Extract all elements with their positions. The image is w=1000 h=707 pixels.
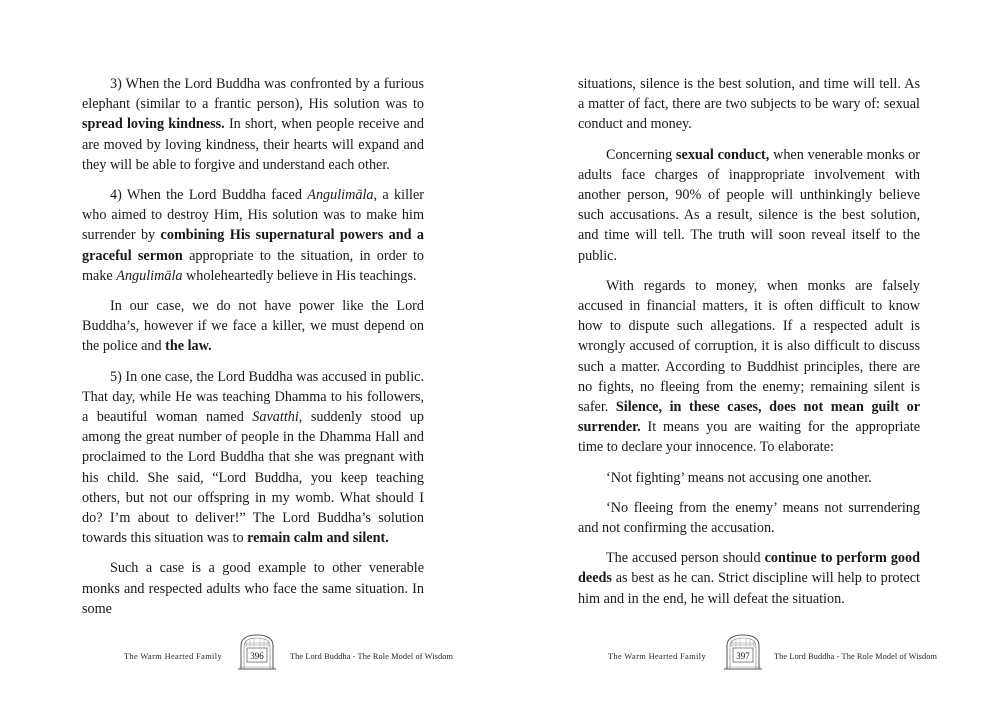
paragraph xyxy=(82,74,424,175)
text-run: With regards to money, when monks are falsely accused in financial matters, it is often difficult to know how to dispute such allegations. If a respected adult is wrongly accused of corruption, it is also difficult to discuss such a matter. According to Buddhist principles, there are no fights, no fleeing from the enemy; remaining silent is safer. xyxy=(578,277,920,416)
text-run: as best as he can. Strict discipline will help to protect him and in the end, he will defeat the situation. xyxy=(578,570,920,607)
book-title: The Warm Hearted Family xyxy=(608,652,707,661)
text-run: It means you are waiting for the appropriate time to declare your innocence. To elaborate: xyxy=(578,419,920,456)
chapter-title: The Lord Buddha - The Role Model of Wisdom xyxy=(774,652,938,661)
text-run: Concerning xyxy=(606,146,676,163)
bold-text: sexual conduct, xyxy=(676,146,770,163)
page-footer xyxy=(0,632,500,672)
text-run: situations, silence is the best solution, and time will tell. As a matter of fact, there are two subjects to be wary of: sexual conduct and money. xyxy=(578,76,920,133)
bold-text: spread loving kindness. xyxy=(82,116,225,133)
text-run: In our case, we do not have power like the Lord Buddha’s, however if we face a killer, we must depend on the police and xyxy=(82,298,424,355)
italic-text: Angulimāla xyxy=(307,187,374,204)
paragraph xyxy=(578,74,920,135)
text-run: ‘No fleeing from the enemy’ means not surrendering and not confirming the accusation. xyxy=(578,499,920,537)
page-footer xyxy=(500,632,1000,672)
paragraph xyxy=(82,296,424,357)
page-number: 396 xyxy=(250,651,264,661)
text-run: , a killer who aimed to destroy Him, His solution was to make him surrender by xyxy=(82,187,424,244)
text-run: The accused person should xyxy=(606,550,765,567)
paragraph xyxy=(578,145,920,266)
bold-text: remain calm and silent. xyxy=(247,530,389,547)
text-run: ‘Not fighting’ means not accusing one another. xyxy=(606,469,872,486)
paragraph xyxy=(578,468,920,488)
text-run: 5) In one case, the Lord Buddha was accused in public. That day, while He was teaching Dhamma to his followers, a beautiful woman named xyxy=(82,368,424,426)
page-number-badge xyxy=(236,632,278,670)
chapter-title: The Lord Buddha - The Role Model of Wisdom xyxy=(290,652,454,661)
paragraph xyxy=(82,367,424,549)
text-run: In short, when people receive and are moved by loving kindness, their hearts will expand and they will be able to forgive and understand each other. xyxy=(82,116,424,173)
right-page-body xyxy=(578,74,920,619)
paragraph xyxy=(82,558,424,619)
page-number: 397 xyxy=(736,651,750,661)
right-page xyxy=(500,0,1000,707)
paragraph xyxy=(578,498,920,538)
text-run: 4) When the Lord Buddha faced xyxy=(110,187,308,204)
bold-text: combining His supernatural powers and a graceful sermon xyxy=(82,227,424,264)
text-run: , suddenly stood up among the great number of people in the Dhamma Hall and proclaimed to the Lord Buddha that she was pregnant with his child. She said, “Lord Buddha, you keep teaching others, but not our offspring in my womb. What should I do? I’m about to deliver!” The Lord Buddha’s solution towards this situation was to xyxy=(82,409,424,547)
text-run: when venerable monks or adults face charges of inappropriate involvement with another person, 90% of people will unthinkingly believe such accusations. As a result, silence is the best solution, and time will tell. The truth will soon reveal itself to the public. xyxy=(578,146,921,264)
paragraph xyxy=(82,185,424,286)
text-run: wholeheartedly believe in His teachings. xyxy=(182,267,417,284)
text-run: Such a case is a good example to other venerable monks and respected adults who face the same situation. In some xyxy=(82,560,424,617)
page-number-badge xyxy=(722,632,764,670)
book-title: The Warm Hearted Family xyxy=(124,652,223,661)
text-run: appropriate to the situation, in order to make xyxy=(82,247,424,284)
text-run: 3) When the Lord Buddha was confronted by a furious elephant (similar to a frantic person), His solution was to xyxy=(82,76,424,113)
bold-text: Silence, in these cases, does not mean guilt or surrender. xyxy=(578,399,920,436)
left-page-body xyxy=(82,74,424,629)
bold-text: the law. xyxy=(165,338,212,355)
italic-text: Savatthi xyxy=(252,409,299,426)
paragraph xyxy=(578,276,920,458)
paragraph xyxy=(578,548,920,609)
bold-text: continue to perform good deeds xyxy=(578,550,921,587)
italic-text: Angulimāla xyxy=(116,267,183,284)
